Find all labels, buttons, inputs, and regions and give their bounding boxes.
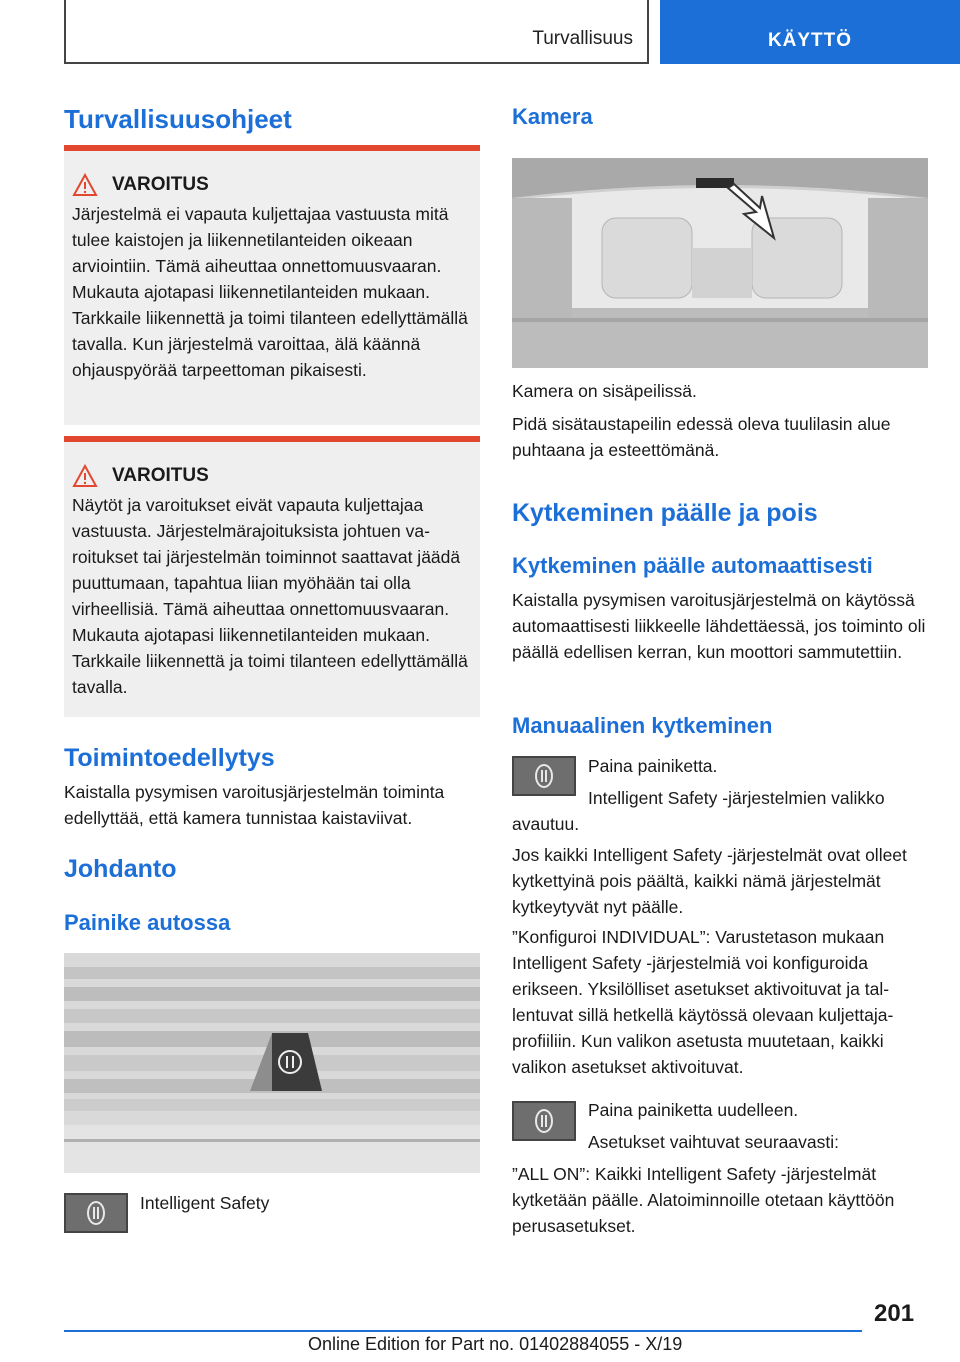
step-2: Paina painiketta uudelleen.: [588, 1100, 799, 1120]
safety-title: Turvallisuusohjeet: [64, 104, 292, 134]
para-2: ”Konfiguroi INDIVIDUAL”: Varustetason mukaan Intelligent Safety -järjestelmiä voi konfiguroida erikseen. Yksilölliset asetukset aktivoituvat ja tallentuvat sillä hetkellä käytössä olevaan kuljettajaprofiiliin. Kun valikon asetusta muutetaan, kaikki valikon asetukset aktivoituvat.: [512, 927, 894, 1077]
step-1-result: Intelligent Safety -järjestelmien valikko avautuu.: [512, 788, 885, 834]
warning-text-2: Näytöt ja varoitukset eivät vapauta kuljettajaa vastuusta. Järjestelmärajoituksista johtuen varoitukset tai järjestelmän toiminnot saattavat jäädä puuttumaan, tapahtua liian myöhään tai olla virheellisiä. Tämä aiheuttaa onnettomuusvaaran. Mukauta ajotapasi liikennetilanteiden mukaan. Tarkkaile liikennettä ja toimi tilanteen edellyttämällä tavalla.: [72, 495, 468, 697]
warning-triangle-icon: [72, 464, 98, 488]
warning-label-1: VAROITUS: [112, 174, 209, 195]
para-1: Jos kaikki Intelligent Safety -järjestelmät ovat olleet kytkettyinä pois päältä, kaikki nämä järjestelmät kytkeytyvät nyt päälle.: [512, 845, 907, 917]
warning-header-2: [72, 464, 472, 488]
header-chapter-tab: [660, 0, 960, 64]
prereq-text: Kaistalla pysymisen varoitusjärjestelmän toiminta edellyttää, että kamera tunnistaa kaistaviivat.: [64, 782, 445, 828]
prereq-title: Toimintoedellytys: [64, 744, 275, 772]
warning-box-1: [64, 145, 480, 425]
footer-edition: Online Edition for Part no. 01402884055 - X/19: [308, 1334, 683, 1354]
lane-icon: [535, 1109, 553, 1133]
intelligent-safety-button-icon: [512, 1101, 576, 1141]
camera-text-1: Kamera on sisäpeilissä.: [512, 381, 697, 401]
auto-title: Kytkeminen päälle automaattisesti: [512, 553, 873, 578]
header-section-title: Turvallisuus: [532, 28, 633, 49]
button-title: Painike autossa: [64, 910, 231, 935]
button-caption: Intelligent Safety: [140, 1193, 270, 1213]
camera-text-2: Pidä sisätaustapeilin edessä oleva tuulilasin alue puhtaana ja esteettömänä.: [512, 414, 891, 460]
warning-header-1: [72, 173, 472, 197]
header-chapter-title: KÄYTTÖ: [767, 30, 853, 51]
button-panel-image: [64, 953, 480, 1173]
warning-triangle-icon: [72, 173, 98, 197]
camera-title: Kamera: [512, 104, 593, 129]
camera-interior-image: [512, 158, 928, 368]
warning-text-1: Järjestelmä ei vapauta kuljettajaa vastuusta mitä tulee kaistojen ja liikennetilanteiden oikeaan arviointiin. Tämä aiheuttaa onnettomuusvaaran. Mukauta ajotapasi liikennetilanteiden mukaan. Tarkkaile liikennettä ja toimi tilanteen edellyttämällä tavalla. Kun järjestelmä varoittaa, älä käännä ohjauspyörää tarpeettoman pikaisesti.: [72, 204, 468, 380]
step-1: Paina painiketta.: [588, 756, 718, 776]
intro-title: Johdanto: [64, 855, 177, 883]
auto-text: Kaistalla pysymisen varoitusjärjestelmä on käytössä automaattisesti liikkeelle lähdettäessä, jos toiminto oli päällä edellisen kerran, kun moottori sammutettiin.: [512, 590, 926, 662]
intelligent-safety-button-icon: [64, 1193, 128, 1233]
footer-divider: [64, 1330, 862, 1332]
onoff-title: Kytkeminen päälle ja pois: [512, 499, 818, 527]
step-2-result: Asetukset vaihtuvat seuraavasti:: [588, 1132, 839, 1152]
page-number: 201: [874, 1300, 915, 1327]
para-3: ”ALL ON”: Kaikki Intelligent Safety -järjestelmät kytketään päälle. Alatoiminnoille otetaan käyttöön perusasetukset.: [512, 1164, 895, 1236]
manual-title: Manuaalinen kytkeminen: [512, 713, 773, 738]
warning-box-2: [64, 436, 480, 717]
lane-icon: [87, 1201, 105, 1225]
header-section-box: [64, 0, 649, 64]
warning-label-2: VAROITUS: [112, 465, 209, 486]
